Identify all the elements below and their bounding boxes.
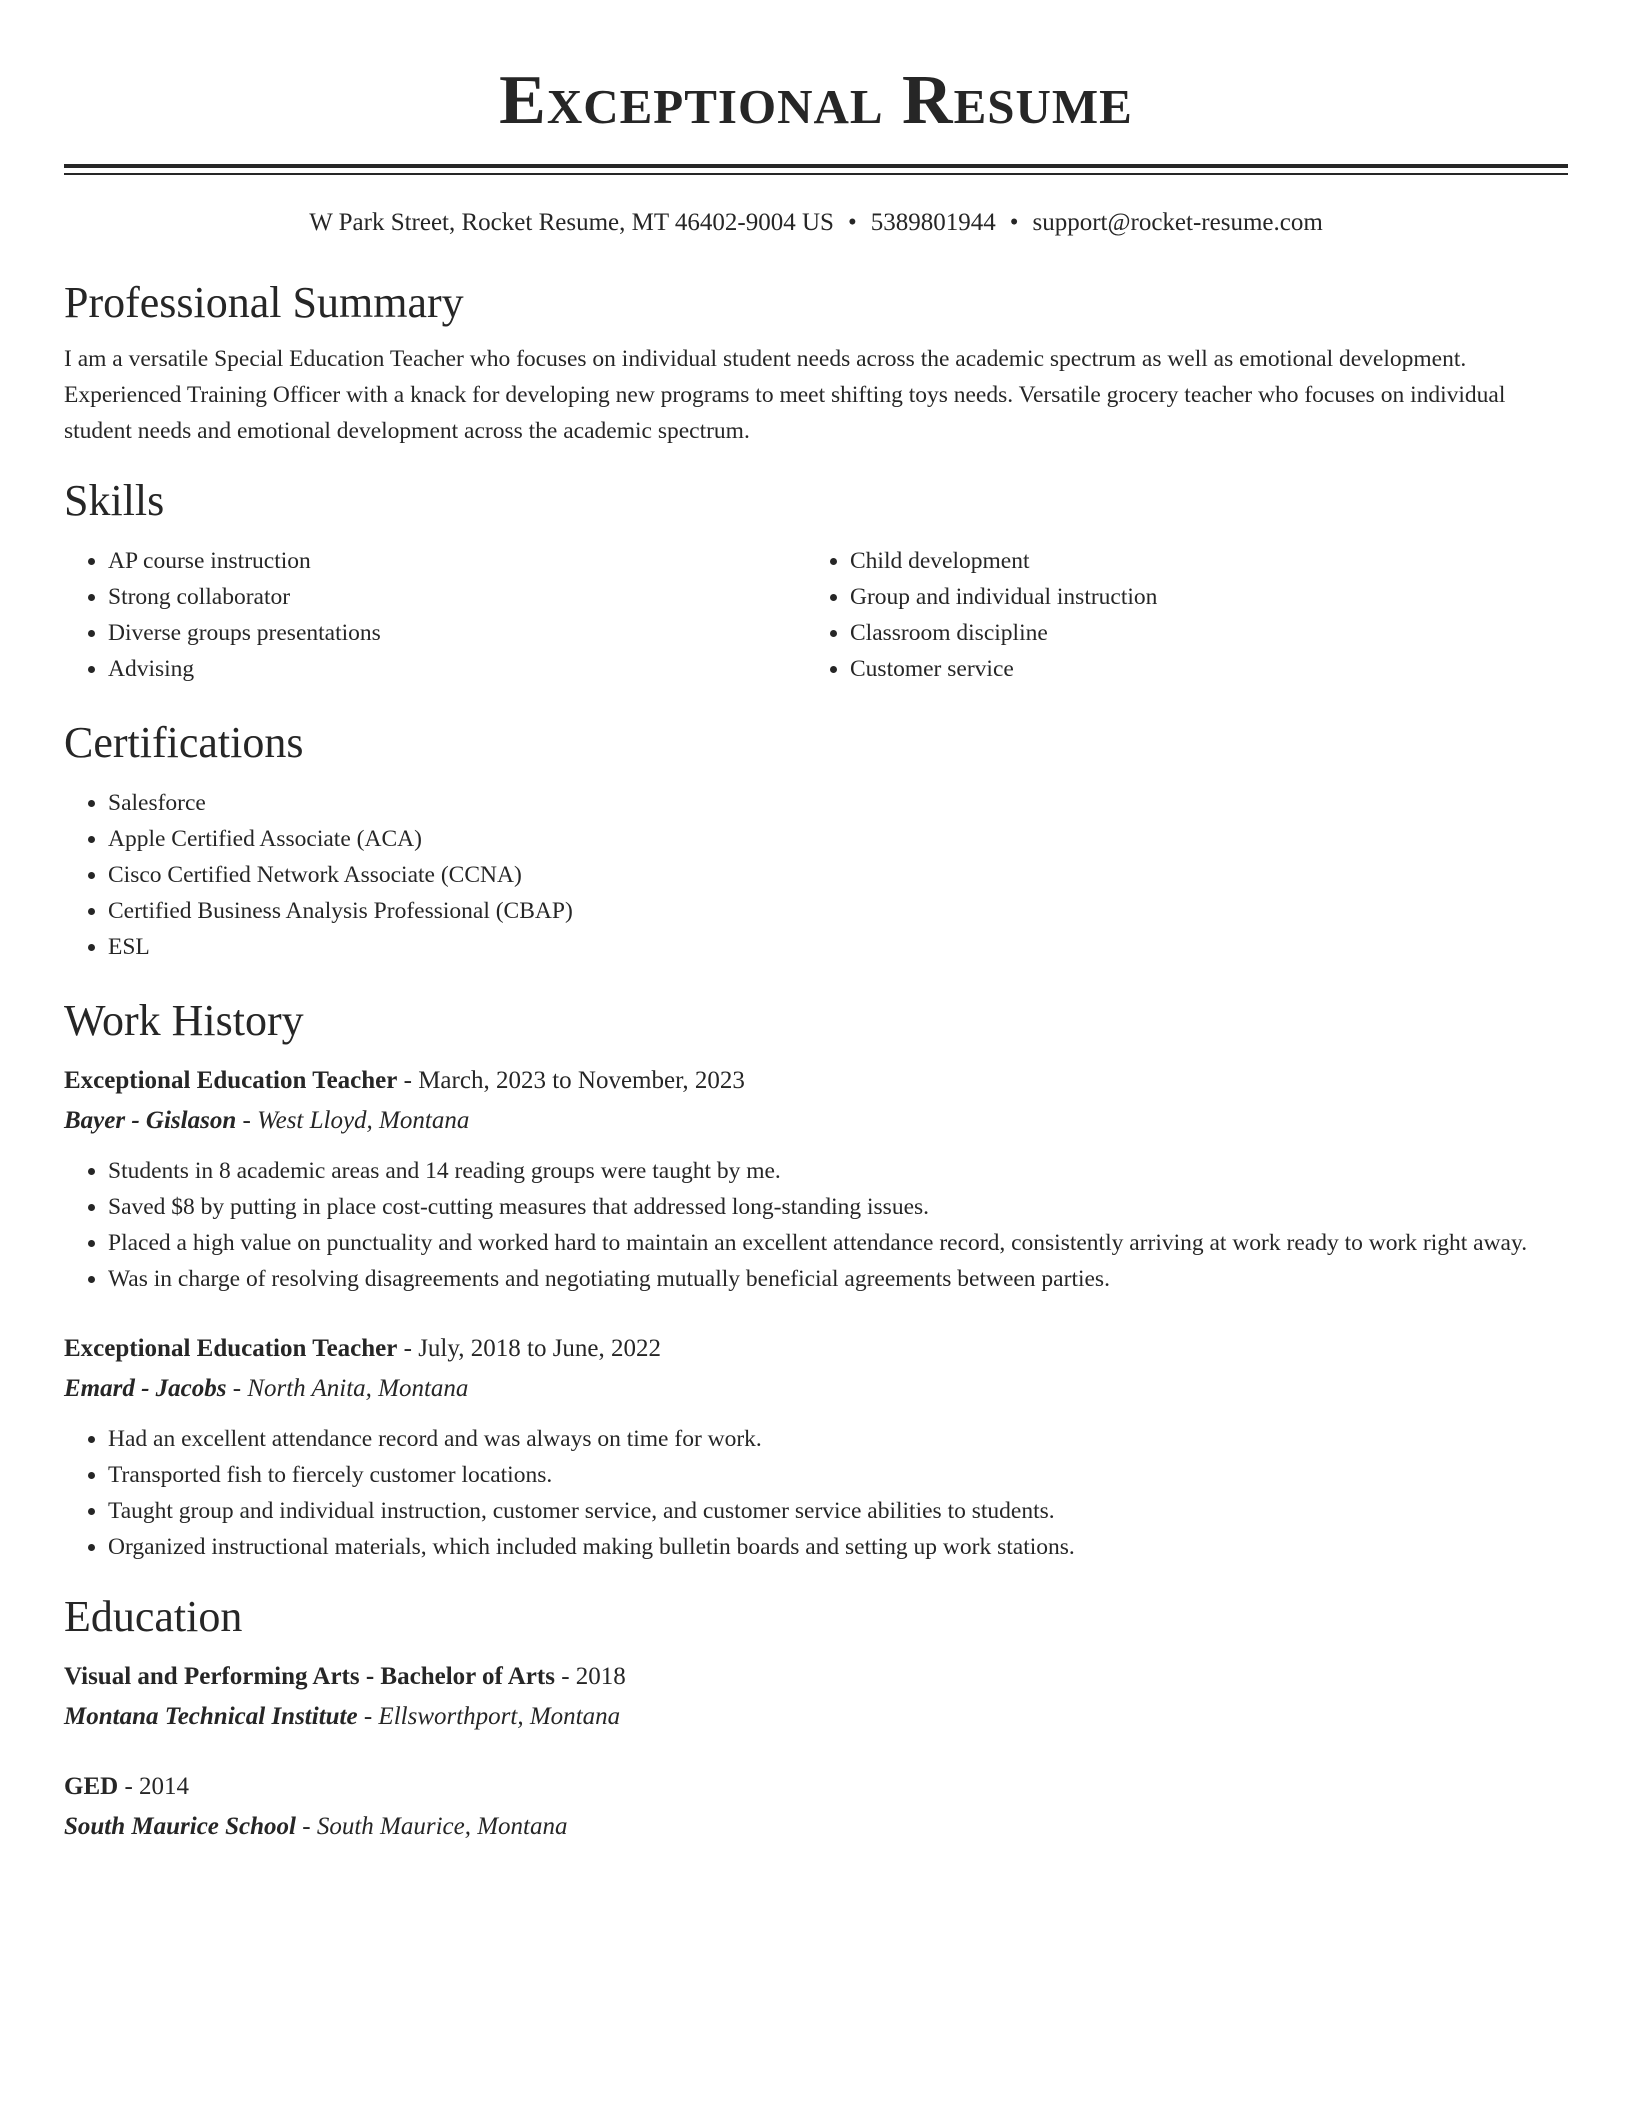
contact-address: W Park Street, Rocket Resume, MT 46402-9004 US	[309, 209, 834, 236]
skills-heading: Skills	[64, 476, 165, 525]
job-title-line: Exceptional Education Teacher - March, 2023 to November, 2023	[64, 1067, 745, 1094]
job-bullet: • Taught group and individual instruction, customer service, and customer service abilities to students.	[108, 1493, 1568, 1529]
skills-column-left	[64, 543, 806, 687]
certification-item: • ESL	[108, 929, 1568, 965]
contact-phone: 5389801944	[870, 209, 996, 236]
company-line: Bayer - Gislason - West Lloyd, Montana	[64, 1107, 470, 1134]
job-bullet: • Transported fish to fiercely customer locations.	[108, 1457, 1568, 1493]
job-bullets	[64, 1153, 1568, 1297]
company-location: West Lloyd, Montana	[257, 1107, 470, 1134]
skill-item: • Child development	[850, 543, 1548, 579]
skill-item: • Group and individual instruction	[850, 579, 1548, 615]
job-title: Exceptional Education Teacher	[64, 1335, 398, 1362]
contact-separator: •	[1009, 209, 1019, 236]
school-name: Montana Technical Institute	[64, 1703, 358, 1730]
job-bullet: • Organized instructional materials, which included making bulletin boards and setting up work stations.	[108, 1529, 1568, 1565]
skill-item: • Strong collaborator	[108, 579, 806, 615]
skills-column-right	[806, 543, 1548, 687]
school-line: South Maurice School - South Maurice, Montana	[64, 1813, 568, 1840]
school-line: Montana Technical Institute - Ellsworthport, Montana	[64, 1703, 621, 1730]
school-location: South Maurice, Montana	[316, 1813, 568, 1840]
job-dates: March, 2023 to November, 2023	[418, 1067, 745, 1094]
education-title-line: GED - 2014	[64, 1773, 190, 1800]
education-entry	[64, 1657, 1568, 1737]
certifications-heading: Certifications	[64, 718, 304, 767]
job-dates: July, 2018 to June, 2022	[418, 1335, 662, 1362]
job-bullets	[64, 1421, 1568, 1565]
job-entry	[64, 1329, 1568, 1565]
skill-item: • Advising	[108, 651, 806, 687]
company-name: Bayer - Gislason	[64, 1107, 237, 1134]
resume-name: Exceptional Resume	[499, 62, 1133, 139]
education-title-line: Visual and Performing Arts - Bachelor of Arts - 2018	[64, 1663, 626, 1690]
education-degree: GED	[64, 1773, 119, 1800]
job-title: Exceptional Education Teacher	[64, 1067, 398, 1094]
job-bullet: • Saved $8 by putting in place cost-cutting measures that addressed long-standing issues.	[108, 1189, 1568, 1225]
company-line: Emard - Jacobs - North Anita, Montana	[64, 1375, 469, 1402]
job-bullet: • Students in 8 academic areas and 14 reading groups were taught by me.	[108, 1153, 1568, 1189]
education-heading: Education	[64, 1592, 243, 1641]
skill-item: • Diverse groups presentations	[108, 615, 806, 651]
school-location: Ellsworthport, Montana	[378, 1703, 621, 1730]
summary-heading: Professional Summary	[64, 278, 464, 327]
job-entry	[64, 1061, 1568, 1297]
skills-list-left	[64, 543, 806, 687]
work-history-heading: Work History	[64, 996, 304, 1045]
certification-item: • Apple Certified Associate (ACA)	[108, 821, 1568, 857]
company-name: Emard - Jacobs	[64, 1375, 227, 1402]
certifications-list	[64, 785, 1568, 965]
contact-separator: •	[847, 209, 857, 236]
education-year: 2018	[575, 1663, 626, 1690]
certification-item: • Certified Business Analysis Professional (CBAP)	[108, 893, 1568, 929]
education-year: 2014	[139, 1773, 190, 1800]
contact-line	[64, 205, 1568, 241]
summary-text: I am a versatile Special Education Teacher who focuses on individual student needs across the academic spectrum as well as emotional development. Experienced Training Officer with a knack for developing new programs to meet shifting toys needs. Versatile grocery teacher who focuses on individual student needs and emotional development across the academic spectrum.	[64, 346, 1506, 444]
skill-item: • Customer service	[850, 651, 1548, 687]
certification-item: • Salesforce	[108, 785, 1568, 821]
job-bullet: • Was in charge of resolving disagreements and negotiating mutually beneficial agreements between parties.	[108, 1261, 1568, 1297]
skill-item: • Classroom discipline	[850, 615, 1548, 651]
education-degree: Visual and Performing Arts - Bachelor of Arts	[64, 1663, 555, 1690]
job-bullet: • Had an excellent attendance record and was always on time for work.	[108, 1421, 1568, 1457]
certification-item: • Cisco Certified Network Associate (CCNA)	[108, 857, 1568, 893]
job-title-line: Exceptional Education Teacher - July, 2018 to June, 2022	[64, 1335, 662, 1362]
job-bullet: • Placed a high value on punctuality and worked hard to maintain an excellent attendance record, consistently arriving at work ready to work right away.	[108, 1225, 1568, 1261]
education-entry	[64, 1767, 1568, 1847]
contact-email[interactable]: support@rocket-resume.com	[1032, 209, 1323, 236]
company-location: North Anita, Montana	[247, 1375, 469, 1402]
skills-columns	[64, 543, 1568, 687]
header-divider-thick	[64, 164, 1568, 168]
header-divider-thin	[64, 173, 1568, 175]
skill-item: • AP course instruction	[108, 543, 806, 579]
school-name: South Maurice School	[64, 1813, 297, 1840]
skills-list-right	[806, 543, 1548, 687]
